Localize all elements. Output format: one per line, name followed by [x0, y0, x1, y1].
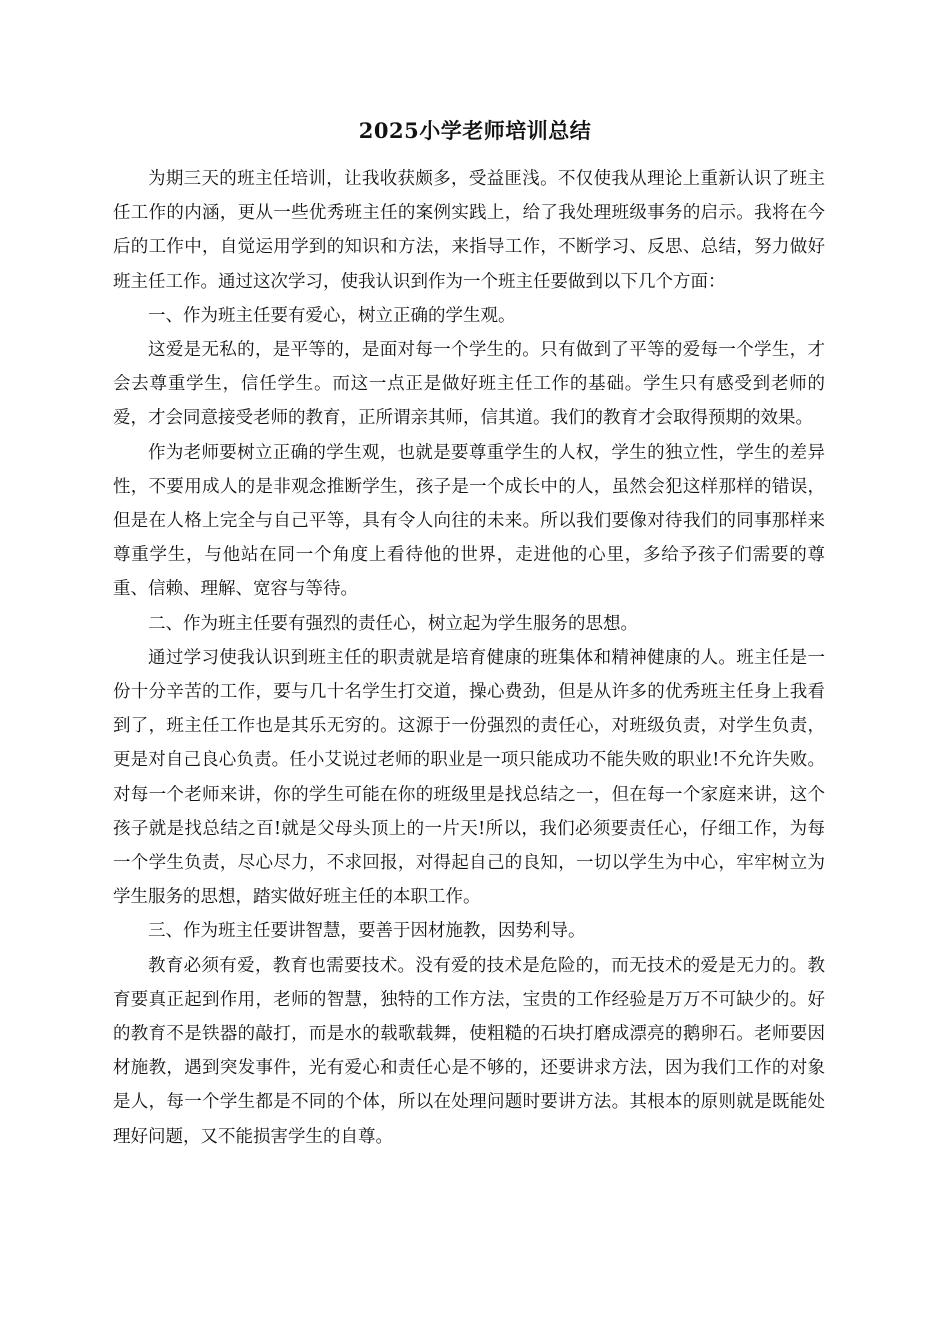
paragraph-intro: 为期三天的班主任培训，让我收获颇多，受益匪浅。不仅使我从理论上重新认识了班主任工作的内涵，更从一些优秀班主任的案例实践上，给了我处理班级事务的启示。我将在今后的工作中，自觉运用学到的知识和方法，来指导工作，不断学习、反思、总结，努力做好班主任工作。通过这次学习，使我认识到作为一个班主任要做到以下几个方面：	[113, 169, 825, 292]
paragraph: 作为老师要树立正确的学生观，也就是要尊重学生的人权，学生的独立性，学生的差异性，不要用成人的是非观念推断学生，孩子是一个成长中的人，虽然会犯这样那样的错误，但是在人格上完全与自己平等，具有令人向往的未来。所以我们要像对待我们的同事那样来尊重学生，与他站在同一个角度上看待他的世界，走进他的心里，多给予孩子们需要的尊重、信赖、理解、宽容与等待。	[113, 442, 825, 600]
document-title: 2025小学老师培训总结	[358, 118, 592, 143]
paragraph: 通过学习使我认识到班主任的职责就是培育健康的班集体和精神健康的人。班主任是一份十分辛苦的工作，要与几十名学生打交道，操心费劲，但是从许多的优秀班主任身上我看到了，班主任工作也是其乐无穷的。这源于一份强烈的责任心，对班级负责，对学生负责，更是对自己良心负责。任小艾说过老师的职业是一项只能成功不能失败的职业!不允许失败。对每一个老师来讲，你的学生可能在你的班级里是找总结之一，但在每一个家庭来讲，这个孩子就是找总结之百!就是父母头顶上的一片天!所以，我们必须要责任心，仔细工作，为每一个学生负责，尽心尽力，不求回报，对得起自己的良知，一切以学生为中心，牢牢树立为学生服务的思想，踏实做好班主任的本职工作。	[113, 647, 825, 908]
section-heading-2: 二、作为班主任要有强烈的责任心，树立起为学生服务的思想。	[148, 613, 638, 634]
paragraph: 教育必须有爱，教育也需要技术。没有爱的技术是危险的，而无技术的爱是无力的。教育要真正起到作用，老师的智慧，独特的工作方法，宝贵的工作经验是万万不可缺少的。好的教育不是铁器的敲打，而是水的载歌载舞，使粗糙的石块打磨成漂亮的鹅卵石。老师要因材施教，遇到突发事件，光有爱心和责任心是不够的，还要讲求方法，因为我们工作的对象是人，每一个学生都是不同的个体，所以在处理问题时要讲方法。其根本的原则就是既能处理好问题，又不能损害学生的自尊。	[113, 955, 825, 1147]
section-heading-1: 一、作为班主任要有爱心，树立正确的学生观。	[148, 305, 516, 326]
document-body	[113, 162, 825, 1154]
section-heading-3: 三、作为班主任要讲智慧，要善于因材施教，因势利导。	[148, 921, 586, 942]
paragraph: 这爱是无私的，是平等的，是面对每一个学生的。只有做到了平等的爱每一个学生，才会去尊重学生，信任学生。而这一点正是做好班主任工作的基础。学生只有感受到老师的爱，才会同意接受老师的教育，正所谓亲其师，信其道。我们的教育才会取得预期的效果。	[113, 340, 825, 429]
